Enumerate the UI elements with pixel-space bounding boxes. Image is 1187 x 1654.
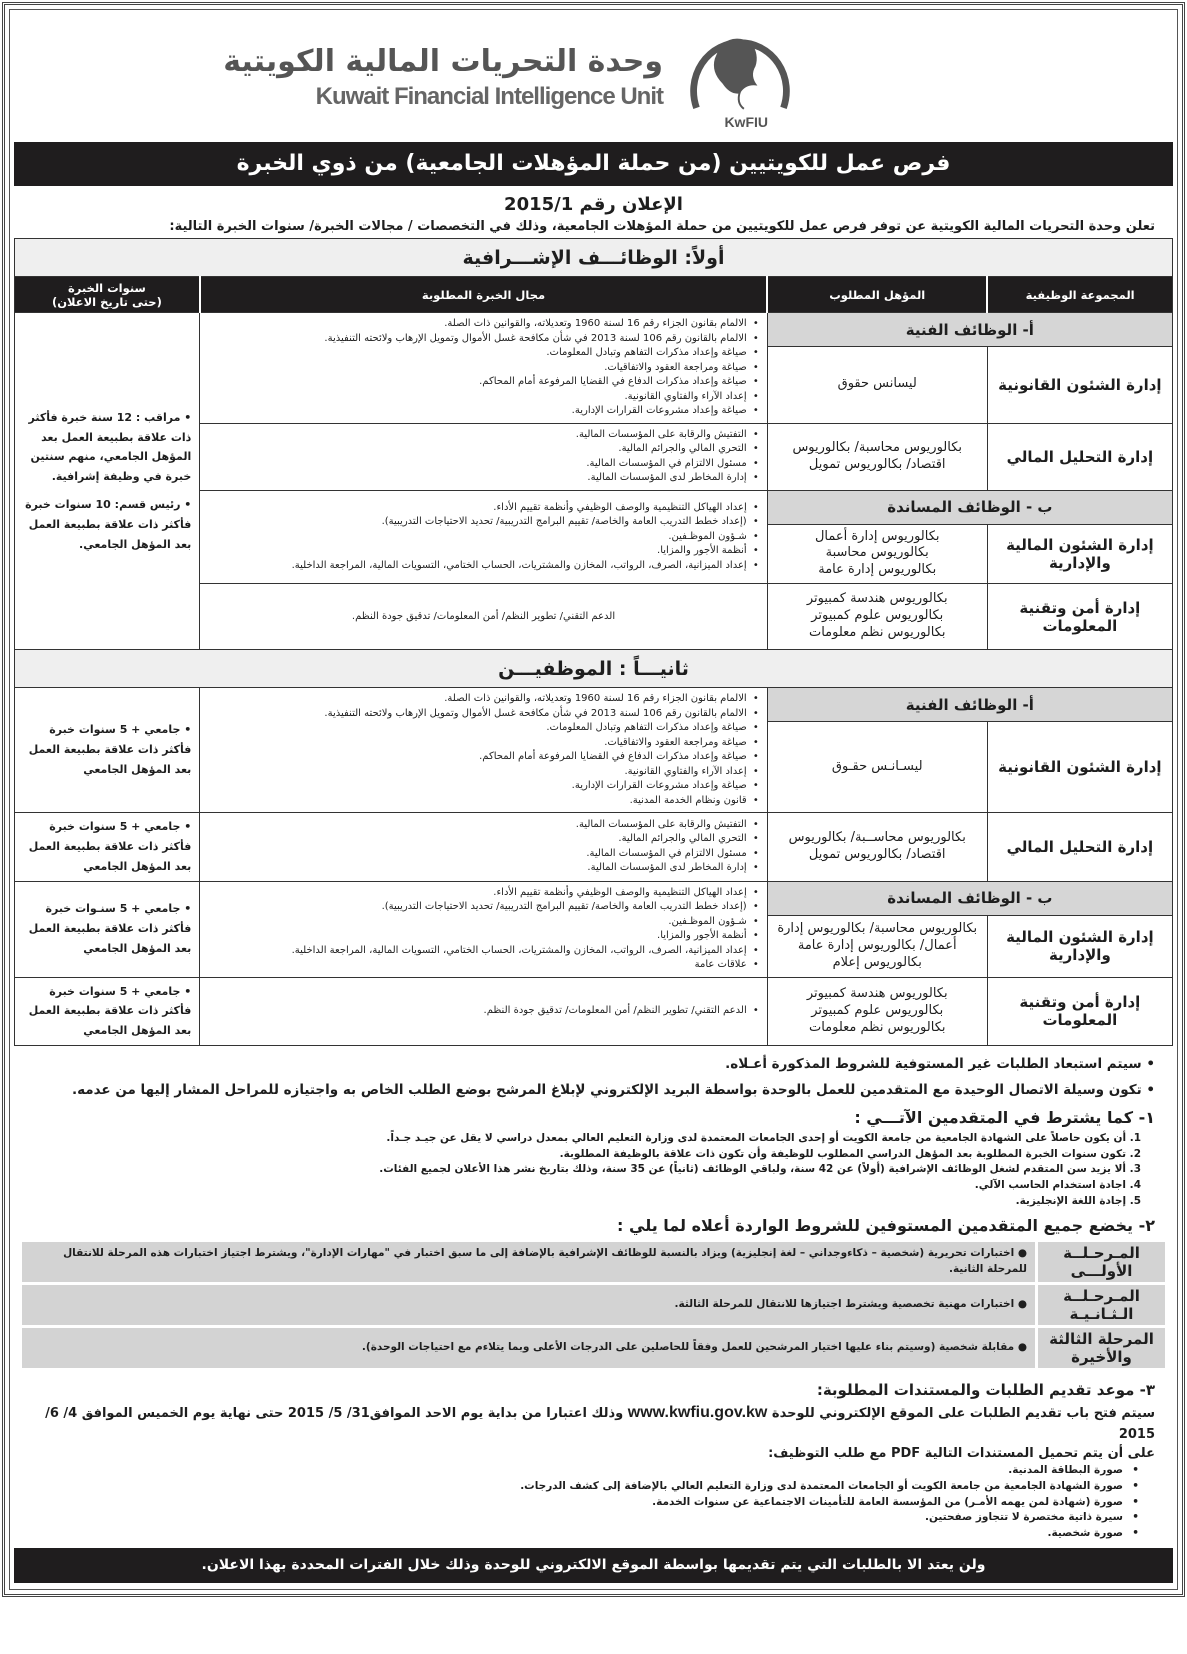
condition-item: 3. ألا يزيد سن المتقدم لشغل الوظائف الإشرافية (أولاً) عن 42 سنة، ولباقي الوظائف (ثانياً) عن 35 سنة، وذلك بتاريخ نشر هذا الأعلان لجميع الفئات. [379,1163,1141,1176]
qualification-line: بكالوريوس محاسبة/ بكالوريوس إدارة [777,920,978,936]
years-cell: • جامعي + 5 سنوات خبرة فأكثر ذات علاقة بطبيعة العمل بعد المؤهل الجامعي [15,813,200,881]
years-cell: • جامعي + 5 سنوات خبرة فأكثر ذات علاقة بطبيعة العمل بعد المؤهل الجامعي [15,688,200,813]
experience-item: • صياغة وإعداد مذكرات التفاهم وتبادل المعلومات. [208,721,758,736]
job-group: إدارة أمن وتقنية المعلومات [987,977,1172,1045]
condition-item: 1. أن يكون حاصلاً على الشهادة الجامعية من جامعة الكويت أو إحدى الجامعات المعتمدة لدى وزارة التعليم العالي بمعدل دراسي لا يقل عن جيـد جـداً. [386,1131,1141,1144]
experience-item: • الالمام بالقانون رقم 106 لسنة 2013 في شأن مكافحة غسل الأموال وتمويل الإرهاب ولائحته التنفيذية. [208,332,758,347]
notes [32,1056,1155,1098]
experience-item: • التفتيش والرقابة على المؤسسات المالية. [208,428,758,443]
experience-item: • إعداد الميزانية، الصرف، الرواتب، المخازن والمشتريات، الحساب الختامي، التسويات المالية، المراجعة الداخلية. [208,944,758,959]
logo-text [223,44,663,111]
column-headers [15,277,1173,313]
experience-cell [200,813,767,881]
condition-item: 4. اجادة استخدام الحاسب الآلي. [974,1179,1141,1192]
footer-note: ولن يعتد الا بالطلبات التي يتم تقديمها بواسطة الموقع الالكتروني للوحدة وذلك خلال الفترات المحددة بهذا الاعلان. [14,1548,1173,1583]
qualification-line: اقتصاد/ بكالوريوس تمويل [808,846,946,862]
experience-cell [200,423,767,490]
job-group: إدارة التحليل المالي [987,813,1172,881]
section-title: ثانيـــاً : الموظفيـــن [15,650,1173,688]
experience-cell [200,688,767,813]
qualification-line: ليسانس حقوق [837,376,917,392]
qualification-line: بكالوريوس نظم معلومات [808,625,946,641]
experience-item: • صياغة وإعداد مشروعات القرارات الإدارية. [208,779,758,794]
experience-item: • مسئول الالتزام في المؤسسات المالية. [208,457,758,472]
experience-item: • إعداد الهياكل التنظيمية والوصف الوظيفي وأنظمة تقييم الأداء. [208,501,758,516]
org-abbr: KwFIU [724,114,768,130]
experience-item: • الدعم التقني/ تطوير النظم/ أمن المعلومات/ تدقيق جودة النظم. [208,1004,758,1019]
jobs-table [14,238,1173,1046]
qualification-line: بكالوريوس محاســبة/ بكالوريوس [788,829,966,845]
experience-item: • صياغة وإعداد مذكرات التفاهم وتبادل المعلومات. [208,346,758,361]
document-item: • صورة شخصية. [32,1526,1139,1542]
job-group: إدارة الشئون المالية والإدارية [987,524,1172,584]
stage-row [22,1242,1165,1282]
experience-item: • التحري المالي والجرائم المالية. [208,442,758,457]
experience-item: • شـؤون الموظـفين. [208,530,758,545]
conditions-title: ١- كما يشترط في المتقدمين الآتـــي : [854,1107,1155,1127]
experience-cell [200,313,767,424]
col-years-line1: سنوات الخبرة [67,280,146,295]
experience-item: • الالمام بقانون الجزاء رقم 16 لسنة 1960 وتعديلاته، والقوانين ذات الصلة. [208,317,758,332]
years-cell: • جامعي + 5 سنوات خبرة فأكثر ذات علاقة بطبيعة العمل بعد المؤهل الجامعي [15,977,200,1045]
experience-cell [200,977,767,1045]
stages-title: ٢- يخضع جميع المتقدمين المستوفين للشروط الواردة أعلاه لما يلي : [617,1215,1155,1235]
org-name-ar: وحدة التحريات المالية الكويتية [223,44,663,79]
experience-item: • الالمام بقانون الجزاء رقم 16 لسنة 1960 وتعديلاته، والقوانين ذات الصلة. [208,692,758,707]
stage-name: المـرحـلــة الـثـانـيـة [1035,1285,1165,1325]
qualification-cell [767,813,987,881]
stage-row [22,1328,1165,1368]
stage-desc: ● اختبارات تحريرية (شخصية – ذكاءوجداني – لغة إنجليزية) ويزاد بالنسبة للوظائف الإشرافية بالإضافة إلى ما سبق اختبار في "مهارات الإدارة"، ويشترط اجتياز اختبارات هذه المرحلة للانتقال للمرحلة الثانية. [22,1242,1035,1282]
years-cell: • جامعي + 5 سنـوات خبرة فأكثر ذات علاقة بطبيعة العمل بعد المؤهل الجامعي [15,881,200,977]
document-item: • صورة الشهادة الجامعية من جامعة الكويت أو الجامعات المعتمدة لدى وزارة التعليم العالي بالإضافة إلى كشف الدرجات. [32,1479,1139,1495]
qualification-cell [767,347,987,424]
announcement-number: الإعلان رقم 2015/1 [504,194,683,215]
subgroup-title: ب - الوظائف المساندة [767,881,1172,915]
col-group: المجموعة الوظيفية [987,277,1172,313]
col-experience-field: مجال الخبرة المطلوبة [200,277,767,313]
qualification-cell [767,584,987,650]
documents-list [32,1463,1139,1542]
experience-item: • إدارة المخاطر لدى المؤسسات المالية. [208,471,758,486]
note-item: • سيتم استبعاد الطلبات غير المستوفية للشروط المذكورة أعـلاه. [725,1055,1155,1072]
experience-item: • قانون ونظام الخدمة المدنية. [208,794,758,809]
submission-deadline [32,1401,1155,1445]
subgroup-title: أ- الوظائف الفنية [767,688,1172,722]
document-item: • صورة البطاقة المدنية. [32,1463,1139,1479]
qualification-line: ليسـانـس حقـوق [831,758,923,774]
stage-desc: ● اختبارات مهنية تخصصية ويشترط اجتيازها للانتقال للمرحلة الثالثة. [22,1285,1035,1325]
qualification-line: بكالوريوس علوم كمبيوتر [811,608,944,624]
org-name-en: Kuwait Financial Intelligence Unit [315,83,663,110]
years-item: • رئيس قسم: 10 سنوات خبرة فأكثر ذات علاقة بطبيعة العمل بعد المؤهل الجامعي. [25,497,192,551]
intro-text: تعلن وحدة التحريات المالية الكويتية عن توفر فرص عمل للكويتيين من حملة المؤهلات الجامعية، وذلك في التخصصات / مجالات الخبرة/ سنوات الخبرة التالية: [169,219,1155,234]
job-group: إدارة التحليل المالي [987,423,1172,490]
experience-item: • إعداد الآراء والفتاوي القانونية. [208,765,758,780]
col-experience-years [15,277,200,313]
experience-item: • مسئول الالتزام في المؤسسات المالية. [208,847,758,862]
website-link[interactable]: www.kwfiu.gov.kw [627,1403,768,1421]
stage-name: المـرحـلــة الأولـــى [1035,1242,1165,1282]
qualification-line: بكالوريوس نظم معلومات [808,1019,946,1035]
experience-item: • أنظمة الأجور والمزايا. [208,544,758,559]
qualification-line: بكالوريوس محاسبة [825,545,929,561]
experience-item: • صياغة ومراجعة العقود والاتفاقيات. [208,736,758,751]
stage-desc: ● مقابلة شخصية (وسيتم بناء عليها اختيار المرشحين للعمل وفقاً للحاصلين على الدرجات الأعلى وبما يتلاءم مع احتياجات الوحدة). [22,1328,1035,1368]
submission-title: ٣- موعد تقديم الطلبات والمستندات المطلوبة: [816,1380,1155,1399]
condition-item: 5. إجادة اللغة الإنجليزية. [1015,1194,1141,1207]
qualification-line: بكالوريوس هندسة كمبيوتر [806,985,948,1001]
qualification-line: بكالوريوس علوم كمبيوتر [811,1002,944,1018]
qualification-line: بكالوريوس محاسبة/ بكالوريوس [792,439,963,455]
qualification-line: بكالوريوس إدارة أعمال [814,528,940,544]
qualification-cell [767,977,987,1045]
experience-item: • صياغة وإعداد مشروعات القرارات الإدارية. [208,404,758,419]
experience-item: • التحري المالي والجرائم المالية. [208,832,758,847]
experience-item: • (إعداد خطط التدريب العامة والخاصة/ تقييم البرامج التدريبية/ تحديد الاحتياجات التدريبية). [208,515,758,530]
condition-item: 2. تكون سنوات الخبرة المطلوبة بعد المؤهل الدراسي المطلوب للوظيفة وأن تكون ذات علاقة بالوظيفة المطلوبة. [559,1147,1141,1160]
years-item: • مراقب : 12 سنة خبرة فأكثر ذات علاقة بطبيعة العمل بعد المؤهل الجامعي، منهم سنتين خبرة في وظيفة إشرافية. [28,410,192,484]
experience-cell [200,490,767,584]
deadline-post: وذلك اعتبارا من بداية يوم الاحد الموافق31/ 5/ 2015 حتى نهاية يوم الخميس الموافق 4/ 6/ 2015 [45,1405,1155,1442]
qualification-line: اقتصاد/ بكالوريوس تمويل [808,456,946,472]
subgroup-title: أ- الوظائف الفنية [767,313,1172,347]
experience-item: • شـؤون الموظـفين. [208,915,758,930]
document-item: • صورة (شهادة لمن يهمه الأمـر) من المؤسسة العامة للتأمينات الاجتماعية عن سنوات الخدمة. [32,1495,1139,1511]
experience-cell [200,584,767,650]
qualification-cell [767,423,987,490]
note-item: • تكون وسيلة الاتصال الوحيدة مع المتقدمين للعمل بالوحدة بواسطة البريد الإلكتروني لإبلاغ المرشح بوضع الطلب الخاص به واجتيازه للمراحل المشار إليها من عدمه. [71,1081,1155,1098]
qualification-cell [767,524,987,584]
experience-item: • صياغة وإعداد مذكرات الدفاع في القضايا المرفوعة أمام المحاكم. [208,750,758,765]
qualification-cell [767,722,987,813]
experience-item: • (إعداد خطط التدريب العامة والخاصة/ تقييم البرامج التدريبية/ تحديد الاحتياجات التدريبية). [208,900,758,915]
document [9,9,1178,1590]
experience-item: • الالمام بالقانون رقم 106 لسنة 2013 في شأن مكافحة غسل الأموال وتمويل الإرهاب ولائحته التنفيذية. [208,707,758,722]
qualification-line: بكالوريوس إعلام [832,954,922,970]
experience-item: • إدارة المخاطر لدى المؤسسات المالية. [208,861,758,876]
qualification-cell [767,915,987,977]
job-group: إدارة الشئون المالية والإدارية [987,915,1172,977]
job-group: إدارة الشئون القانونية [987,347,1172,424]
document-item: • سيرة ذاتية مختصرة لا تتجاوز صفحتين. [32,1510,1139,1526]
header [14,10,1173,142]
stage-row [22,1285,1165,1325]
col-qualification: المؤهل المطلوب [767,277,987,313]
qualification-line: أعمال/ بكالوريوس إدارة عامة [797,937,957,953]
experience-item: الدعم التقني/ تطوير النظم/ أمن المعلومات/ تدقيق جودة النظم. [351,611,616,623]
qualification-line: بكالوريوس إدارة عامة [818,562,937,578]
upload-note: على أن يتم تحميل المستندات التالية PDF مع طلب التوظيف: [768,1446,1155,1462]
experience-item: • التفتيش والرقابة على المؤسسات المالية. [208,818,758,833]
stages-table [22,1239,1165,1371]
experience-item: • أنظمة الأجور والمزايا. [208,929,758,944]
experience-item: • إعداد الميزانية، الصرف، الرواتب، المخازن والمشتريات، الحساب الختامي، التسويات المالية، المراجعة الداخلية. [208,559,758,574]
col-years-line2: (حتى تاريخ الاعلان) [51,294,162,309]
experience-item: • علاقات عامة [208,958,758,973]
qualification-line: بكالوريوس هندسة كمبيوتر [806,591,948,607]
section-title: أولاً: الوظائـــف الإشـــرافية [15,239,1173,277]
conditions-list [32,1131,1141,1210]
page-frame [2,2,1185,1597]
job-group: إدارة أمن وتقنية المعلومات [987,584,1172,650]
experience-item: • صياغة وإعداد مذكرات الدفاع في القضايا المرفوعة أمام المحاكم. [208,375,758,390]
experience-cell [200,881,767,977]
job-group: إدارة الشئون القانونية [987,722,1172,813]
experience-item: • صياغة ومراجعة العقود والاتفاقيات. [208,361,758,376]
deadline-pre: سيتم فتح باب تقديم الطلبات على الموقع الإلكتروني للوحدة [771,1405,1155,1421]
subgroup-title: ب - الوظائف المساندة [767,490,1172,524]
experience-item: • إعداد الآراء والفتاوي القانونية. [208,390,758,405]
years-cell [15,313,200,650]
experience-item: • إعداد الهياكل التنظيمية والوصف الوظيفي وأنظمة تقييم الأداء. [208,886,758,901]
page-title: فرص عمل للكويتيين (من حملة المؤهلات الجامعية) من ذوي الخبرة [14,142,1173,186]
stage-name: المرحلة الثالثة والأخيرة [1035,1328,1165,1368]
